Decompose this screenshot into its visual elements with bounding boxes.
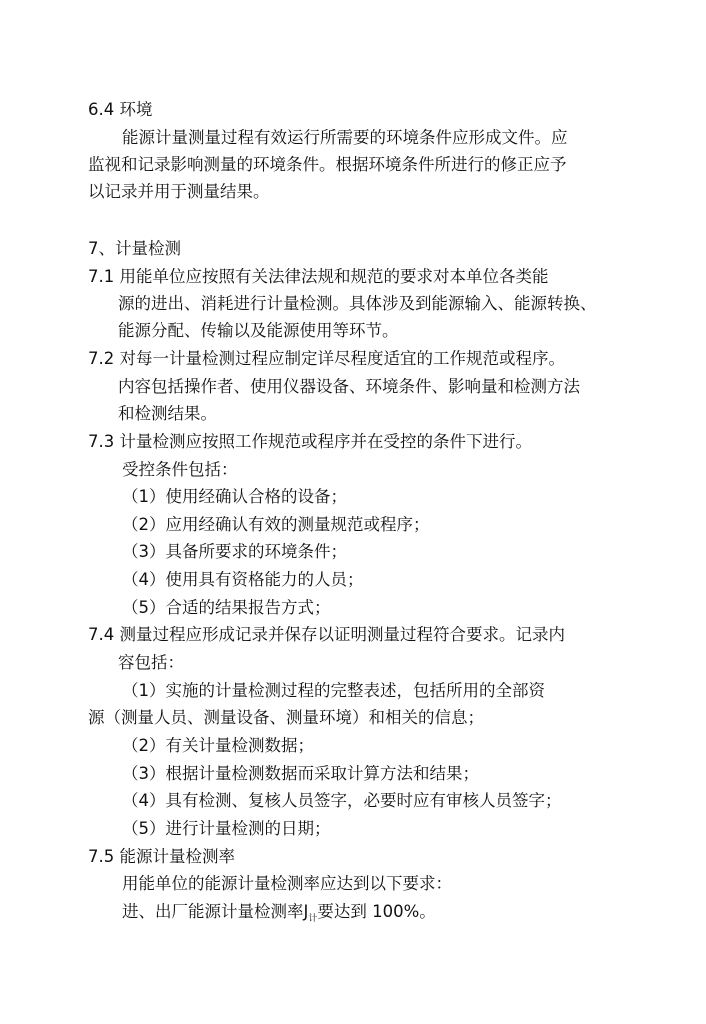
list-item: （1）实施的计量检测过程的完整表述，包括所用的全部资 [122, 681, 545, 700]
requirement-text: 进、出厂能源计量检测率J [122, 902, 309, 921]
clause-7-2-line: 内容包括操作者、使用仪器设备、环境条件、影响量和检测方法 [118, 377, 580, 396]
clause-7-5-heading: 7.5 能源计量检测率 [88, 847, 235, 866]
clause-7-4-line: 容包括： [118, 653, 184, 672]
clause-7-2-line: 和检测结果。 [118, 404, 217, 423]
list-item: （4）使用具有资格能力的人员； [122, 570, 364, 589]
list-item: （5）合适的结果报告方式； [122, 598, 331, 617]
paragraph-line: 能源计量测量过程有效运行所需要的环境条件应形成文件。应 [122, 128, 568, 147]
list-item: （1）使用经确认合格的设备； [122, 487, 347, 506]
list-item: （2）应用经确认有效的测量规范或程序； [122, 515, 430, 534]
clause-7-1-line: 源的进出、消耗进行计量检测。具体涉及到能源输入、能源转换、 [118, 294, 597, 313]
section-heading-7: 7、计量检测 [88, 239, 181, 258]
clause-7-5-line: 用能单位的能源计量检测率应达到以下要求： [122, 874, 452, 893]
list-item: （4）具有检测、复核人员签字，必要时应有审核人员签字； [122, 791, 562, 810]
subscript-ji: 计 [308, 914, 318, 924]
list-item: （5）进行计量检测的日期； [122, 819, 331, 838]
paragraph-line: 监视和记录影响测量的环境条件。根据环境条件所进行的修正应予 [88, 155, 567, 174]
requirement-value: 要达到 100%。 [317, 902, 436, 921]
clause-7-5-requirement [122, 901, 436, 925]
clause-7-3-line: 7.3 计量检测应按照工作规范或程序并在受控的条件下进行。 [88, 432, 532, 451]
list-item: （2）有关计量检测数据； [122, 736, 314, 755]
clause-7-2-line: 7.2 对每一计量检测过程应制定详尽程度适宜的工作规范或程序。 [88, 349, 565, 368]
clause-7-4-line: 7.4 测量过程应形成记录并保存以证明测量过程符合要求。记录内 [88, 625, 565, 644]
paragraph-line: 以记录并用于测量结果。 [88, 182, 270, 201]
list-item: （3）根据计量检测数据而采取计算方法和结果； [122, 764, 479, 783]
section-heading-6-4: 6.4 环境 [88, 100, 153, 119]
clause-7-1-line: 7.1 用能单位应按照有关法律法规和规范的要求对本单位各类能 [88, 267, 549, 286]
clause-7-3-line: 受控条件包括： [122, 460, 238, 479]
list-item: 源（测量人员、测量设备、测量环境）和相关的信息； [88, 708, 484, 727]
clause-7-1-line: 能源分配、传输以及能源使用等环节。 [118, 321, 399, 340]
list-item: （3）具备所要求的环境条件； [122, 542, 347, 561]
